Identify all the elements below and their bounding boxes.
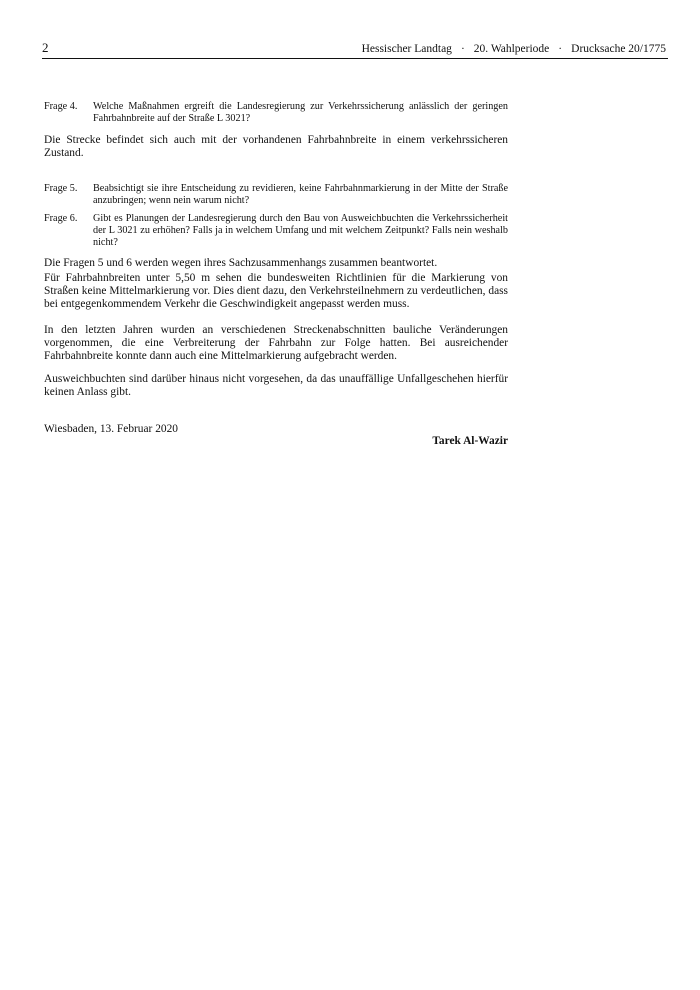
question-text: Gibt es Planungen der Landesregierung durch den Bau von Ausweichbuchten die Verkehrssicherheit der L 3021 zu erhöhen? Falls ja in welchem Umfang und mit welchem Zeitpunkt? Falls nein weshalb nicht? [93, 213, 508, 248]
question-text: Beabsichtigt sie ihre Entscheidung zu revidieren, keine Fahrbahnmarkierung in der Mitte der Straße anzubringen; wenn nein warum nicht? [93, 183, 508, 206]
question-label: Frage 6. [44, 213, 78, 224]
signatory-name: Tarek Al-Wazir [432, 435, 508, 447]
running-header [362, 42, 666, 56]
answer-4: Die Strecke befindet sich auch mit der vorhandenen Fahrbahnbreite in einem verkehrssicheren Zustand. [44, 134, 508, 160]
legislative-period: 20. Wahlperiode [473, 43, 550, 55]
header-separator: · [460, 43, 465, 55]
answer-paragraph-2: In den letzten Jahren wurden an verschiedenen Streckenabschnitten bauliche Veränderungen vorgenommen, die eine Verbreiterung der Fahrbahn zur Folge hatten. Bei ausreichender Fahrbahnbreite konnte dann auch eine Mittelmarkierung aufgebracht werden. [44, 324, 508, 363]
page-number: 2 [42, 40, 49, 55]
question-label: Frage 5. [44, 183, 78, 194]
publisher: Hessischer Landtag [361, 43, 452, 55]
answer-paragraph-3: Ausweichbuchten sind darüber hinaus nicht vorgesehen, da das unauffällige Unfallgeschehen hierfür keinen Anlass gibt. [44, 373, 508, 399]
header-separator: · [558, 43, 563, 55]
document-number: Drucksache 20/1775 [571, 43, 666, 55]
answer-paragraph-1: Für Fahrbahnbreiten unter 5,50 m sehen die bundesweiten Richtlinien für die Markierung von Straßen keine Mittelmarkierung vor. Dies dient dazu, den Verkehrsteilnehmern zu verdeutlichen, dass bei entgegenkommendem Verkehr die Geschwindigkeit angepasst werden muss. [44, 272, 508, 311]
question-text: Welche Maßnahmen ergreift die Landesregierung zur Verkehrssicherung anlässlich der geringen Fahrbahnbreite auf der Straße L 3021? [93, 101, 508, 124]
joint-answer-intro: Die Fragen 5 und 6 werden wegen ihres Sachzusammenhangs zusammen beantwortet. [44, 257, 438, 269]
page-header [42, 41, 668, 59]
place-date: Wiesbaden, 13. Februar 2020 [44, 423, 178, 435]
question-label: Frage 4. [44, 101, 78, 112]
